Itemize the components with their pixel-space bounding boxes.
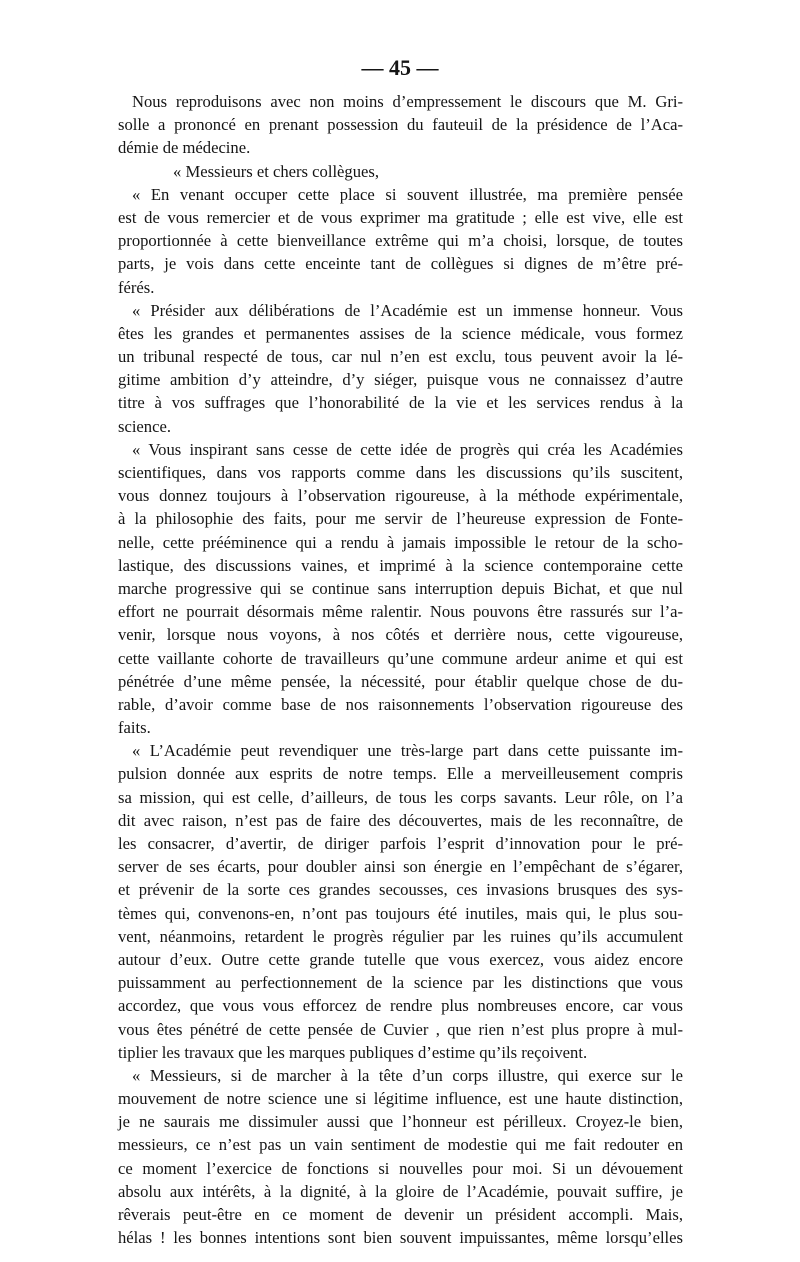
text-line: les consacrer, d’avertir, de diriger parfois l’esprit d’innovation pour le pré-: [118, 834, 683, 853]
text-line: hélas ! les bonnes intentions sont bien souvent impuissantes, même lorsqu’elles: [118, 1228, 683, 1248]
text-line: pulsion donnée aux esprits de notre temps. Elle a merveilleusement compris: [118, 764, 683, 784]
text-line: marche progressive qui se continue sans interruption depuis Bichat, et que nul: [118, 578, 683, 598]
text-line: Nous reproduisons avec non moins d’empressement le discours que M. Gri-: [132, 92, 683, 111]
text-line: messieurs, ce n’est pas un vain sentiment de modestie qui me fait redouter en: [118, 1135, 683, 1155]
text-line: « Vous inspirant sans cesse de cette idée de progrès qui créa les Académies: [132, 439, 683, 459]
text-line: proportionnée à cette bienveillance extrême qui m’a choisi, lorsque, de toutes: [118, 231, 683, 251]
body-text: [118, 90, 683, 1249]
text-line: dit avec raison, n’est pas de faire des découvertes, mais de les reconnaître, de: [118, 810, 683, 830]
text-line: tiplier les travaux que les marques publiques d’estime qu’ils reçoivent.: [118, 1042, 588, 1062]
text-line: vent, néanmoins, retardent le progrès régulier par les ruines qu’ils accumulent: [118, 926, 683, 946]
text-line: à la philosophie des faits, pour me servir de l’heureuse expression de Fonte-: [118, 509, 683, 529]
text-line: scientifiques, dans vos rapports comme dans les discussions qu’ils suscitent,: [118, 463, 683, 482]
text-line: parts, je vois dans cette enceinte tant de collègues si dignes de m’être pré-: [118, 254, 683, 274]
text-line: science.: [118, 416, 171, 436]
text-line: titre à vos suffrages que l’honorabilité de la vie et les services rendus à la: [118, 393, 683, 413]
text-line: vous donnez toujours à l’observation rigoureuse, à la méthode expérimentale,: [118, 486, 683, 506]
text-line: pénétrée d’une même pensée, la nécessité, pour établir quelque chose de du-: [118, 671, 683, 691]
text-line: « Messieurs, si de marcher à la tête d’un corps illustre, qui exerce sur le: [132, 1065, 683, 1085]
text-line: sa mission, qui est celle, d’ailleurs, de tous les corps savants. Leur rôle, on l’a: [118, 787, 683, 807]
text-line: rêverais peut-être en ce moment de devenir un président accompli. Mais,: [118, 1205, 683, 1224]
text-line: venir, lorsque nous voyons, à nos côtés et derrière nous, cette vigoureuse,: [118, 625, 683, 645]
text-line: lastique, des discussions vaines, et imprimé à la science contemporaine cette: [118, 555, 683, 575]
text-line: accordez, que vous vous efforcez de rendre plus nombreuses encore, car vous: [118, 996, 683, 1016]
page-number: — 45 —: [361, 55, 439, 80]
text-line: tèmes qui, convenons-en, n’ont pas toujours été inutiles, mais qui, le plus sou-: [118, 903, 683, 923]
text-line: férés.: [118, 277, 155, 297]
text-line: vous êtes pénétré de cette pensée de Cuvier , que rien n’est plus propre à mul-: [118, 1019, 683, 1039]
text-line: je ne saurais me dissimuler aussi que l’honneur est périlleux. Croyez-le bien,: [118, 1112, 683, 1132]
text-line: cette vaillante cohorte de travailleurs qu’une commune ardeur anime et qui est: [118, 648, 683, 668]
text-line: puissamment au perfectionnement de la science par les distinctions que vous: [118, 973, 683, 993]
text-line: absolu aux intérêts, à la dignité, à la gloire de l’Académie, pouvait suffire, je: [118, 1181, 683, 1201]
text-line: est de vous remercier et de vous exprimer ma gratitude ; elle est vive, elle est: [118, 207, 683, 227]
text-line: nelle, cette prééminence qui a rendu à jamais impossible le retour de la scho-: [118, 532, 683, 552]
text-line: mouvement de notre science une si légitime influence, est une haute distinction,: [118, 1089, 683, 1109]
text-line: « Messieurs et chers collègues,: [173, 161, 379, 181]
text-line: effort ne pourrait désormais même ralentir. Nous pouvons être rassurés sur l’a-: [118, 602, 683, 622]
text-line: un tribunal respecté de tous, car nul n’en est exclu, tous peuvent avoir la lé-: [118, 347, 683, 367]
text-line: et prévenir de la sorte ces grandes secousses, ces invasions brusques des sys-: [118, 880, 683, 900]
text-line: faits.: [118, 718, 151, 738]
text-line: rable, d’avoir comme base de nos raisonnements l’observation rigoureuse des: [118, 694, 683, 714]
text-line: démie de médecine.: [118, 138, 251, 158]
text-line: gitime ambition d’y atteindre, d’y siéger, puisque vous ne connaissez d’autre: [118, 370, 683, 390]
text-line: solle a prononcé en prenant possession du fauteuil de la présidence de l’Aca-: [118, 115, 683, 135]
text-line: « En venant occuper cette place si souvent illustrée, ma première pensée: [132, 184, 683, 204]
text-line: êtes les grandes et permanentes assises de la science médicale, vous formez: [118, 323, 683, 343]
text-line: « L’Académie peut revendiquer une très-large part dans cette puissante im-: [132, 741, 683, 761]
text-line: autour d’eux. Outre cette grande tutelle que vous exercez, vous aidez encore: [118, 949, 683, 969]
text-line: ce moment l’exercice de fonctions si nouvelles pour moi. Si un dévouement: [118, 1158, 683, 1178]
text-line: « Présider aux délibérations de l’Académie est un immense honneur. Vous: [132, 300, 683, 320]
text-line: server de ses écarts, pour doubler ainsi son énergie en l’empêchant de s’égarer,: [118, 857, 683, 877]
